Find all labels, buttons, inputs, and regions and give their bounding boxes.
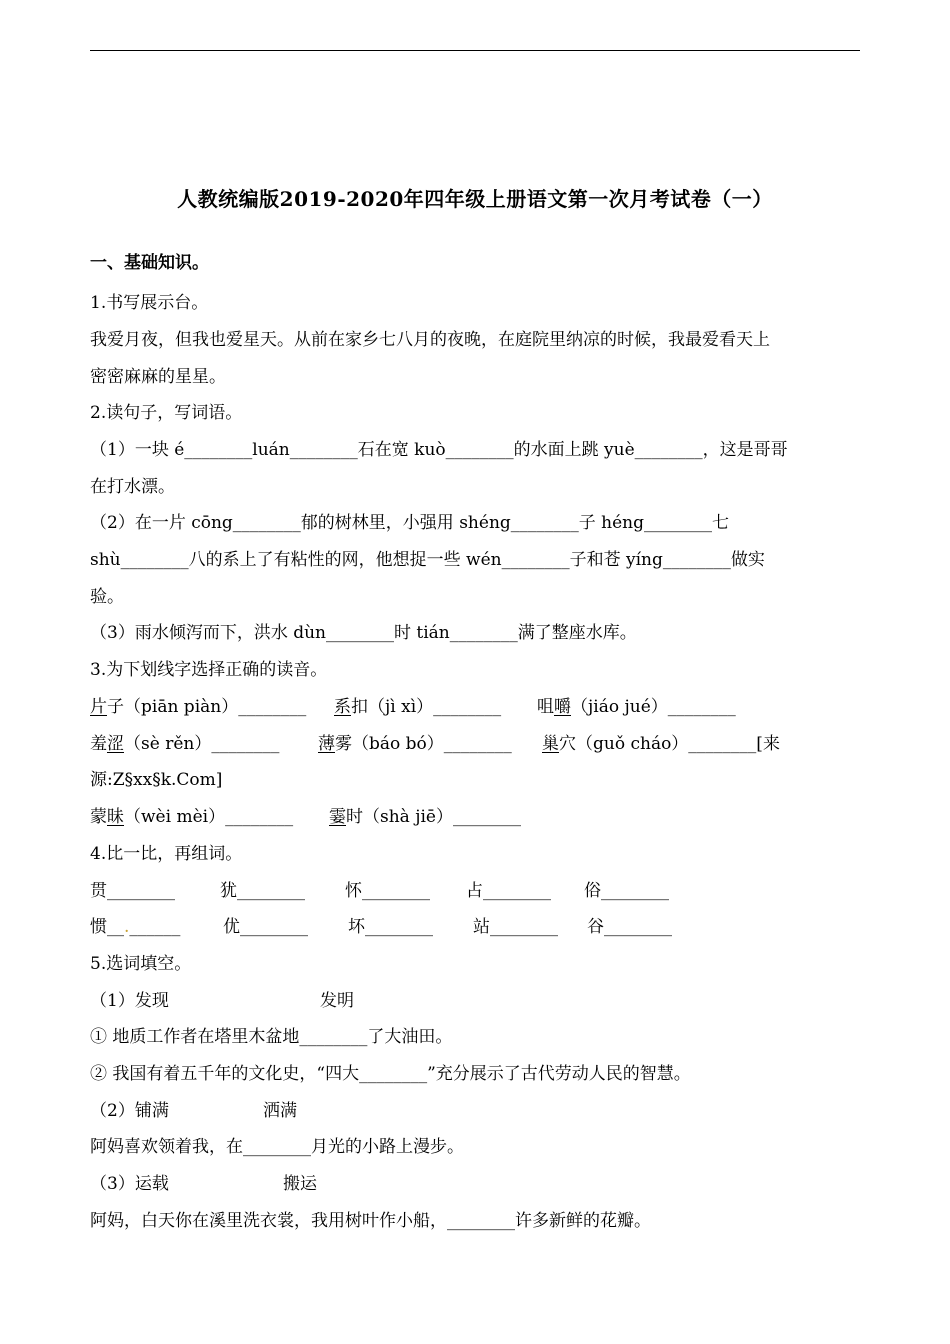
q1-text-line2: 密密麻麻的星星。 xyxy=(90,367,226,387)
q3-item: 蒙昧（wèi mèi）________ xyxy=(90,807,294,827)
q4-item: 怀________ xyxy=(345,881,430,901)
q4-item: 俗________ xyxy=(584,881,669,901)
q1-text-line1: 我爱月夜，但我也爱星天。从前在家乡七八月的夜晚，在庭院里纳凉的时候，我最爱看天上 xyxy=(90,330,770,350)
q5-p3-label: （3）运载 xyxy=(90,1174,169,1194)
underlined-char: 巢 xyxy=(542,734,559,754)
q2-s2-line3: 验。 xyxy=(90,587,124,607)
q2-heading: 2.读句子，写词语。 xyxy=(90,403,243,423)
q5-p1-word2: 发明 xyxy=(320,991,354,1011)
q4-item: 优________ xyxy=(223,917,308,937)
q2-s1-line1: （1）一块 é________luán________石在宽 kuò________的水面上跳 yuè________，这是哥哥 xyxy=(90,440,788,460)
q5-p2-word2: 洒满 xyxy=(263,1101,297,1121)
q5-p1-sentence-a: ① 地质工作者在塔里木盆地________了大油田。 xyxy=(90,1027,453,1047)
underlined-char: 霎 xyxy=(329,807,346,827)
underlined-char: 薄 xyxy=(318,734,335,754)
q2-s2-line1: （2）在一片 cōng________郁的树林里，小强用 shéng________子 héng________七 xyxy=(90,513,730,533)
q3-item: 巢穴（guǒ cháo）________[来 xyxy=(542,734,780,754)
header-rule xyxy=(90,50,860,51)
q4-item: 贯________ xyxy=(90,881,175,901)
q1-heading: 1.书写展示台。 xyxy=(90,293,209,313)
q3-item: 霎时（shà jiē）________ xyxy=(329,807,521,827)
q5-p3-sentence: 阿妈，白天你在溪里洗衣裳，我用树叶作小船，________许多新鲜的花瓣。 xyxy=(90,1211,651,1231)
q5-p1-sentence-b: ② 我国有着五千年的文化史，“四大________”充分展示了古代劳动人民的智慧。 xyxy=(90,1064,691,1084)
q3-item: 薄雾（báo bó）________ xyxy=(318,734,512,754)
underlined-char: 昧 xyxy=(107,807,124,827)
q3-item: 咀嚼（jiáo jué）________ xyxy=(537,697,736,717)
q5-p2-sentence: 阿妈喜欢领着我，在________月光的小路上漫步。 xyxy=(90,1137,464,1157)
q3-item: 羞涩（sè rěn）________ xyxy=(90,734,280,754)
q4-item: 坏________ xyxy=(348,917,433,937)
underlined-char: 系 xyxy=(334,697,351,717)
q3-item: 片子（piān piàn）________ xyxy=(90,697,307,717)
q4-heading: 4.比一比，再组词。 xyxy=(90,844,243,864)
q3-source-note: 源:Z§xx§k.Com] xyxy=(90,770,223,790)
page-title: 人教统编版2019-2020年四年级上册语文第一次月考试卷（一） xyxy=(177,187,773,211)
q3-heading: 3.为下划线字选择正确的读音。 xyxy=(90,660,328,680)
q2-s2-line2: shù________八的系上了有粘性的网，他想捉一些 wén________子和苍 yíng________做实 xyxy=(90,550,765,570)
q4-item: 占________ xyxy=(466,881,551,901)
q5-p1-label: （1）发现 xyxy=(90,991,169,1011)
q4-item: 犹________ xyxy=(220,881,305,901)
q4-item: 惯__.______ xyxy=(90,917,181,937)
q3-item: 系扣（jì xì）________ xyxy=(334,697,502,717)
q4-item: 谷________ xyxy=(587,917,672,937)
underlined-char: 片 xyxy=(90,697,107,717)
underlined-char: 涩 xyxy=(107,734,124,754)
q4-item: 站________ xyxy=(473,917,558,937)
q2-s1-line2: 在打水漂。 xyxy=(90,477,175,497)
q2-s3-line1: （3）雨水倾泻而下，洪水 dùn________时 tián________满了整座水库。 xyxy=(90,623,637,643)
underlined-char: 嚼 xyxy=(554,697,571,717)
section-heading: 一、基础知识。 xyxy=(90,253,209,273)
q5-p2-label: （2）铺满 xyxy=(90,1101,169,1121)
q5-heading: 5.选词填空。 xyxy=(90,954,192,974)
q5-p3-word2: 搬运 xyxy=(283,1174,317,1194)
